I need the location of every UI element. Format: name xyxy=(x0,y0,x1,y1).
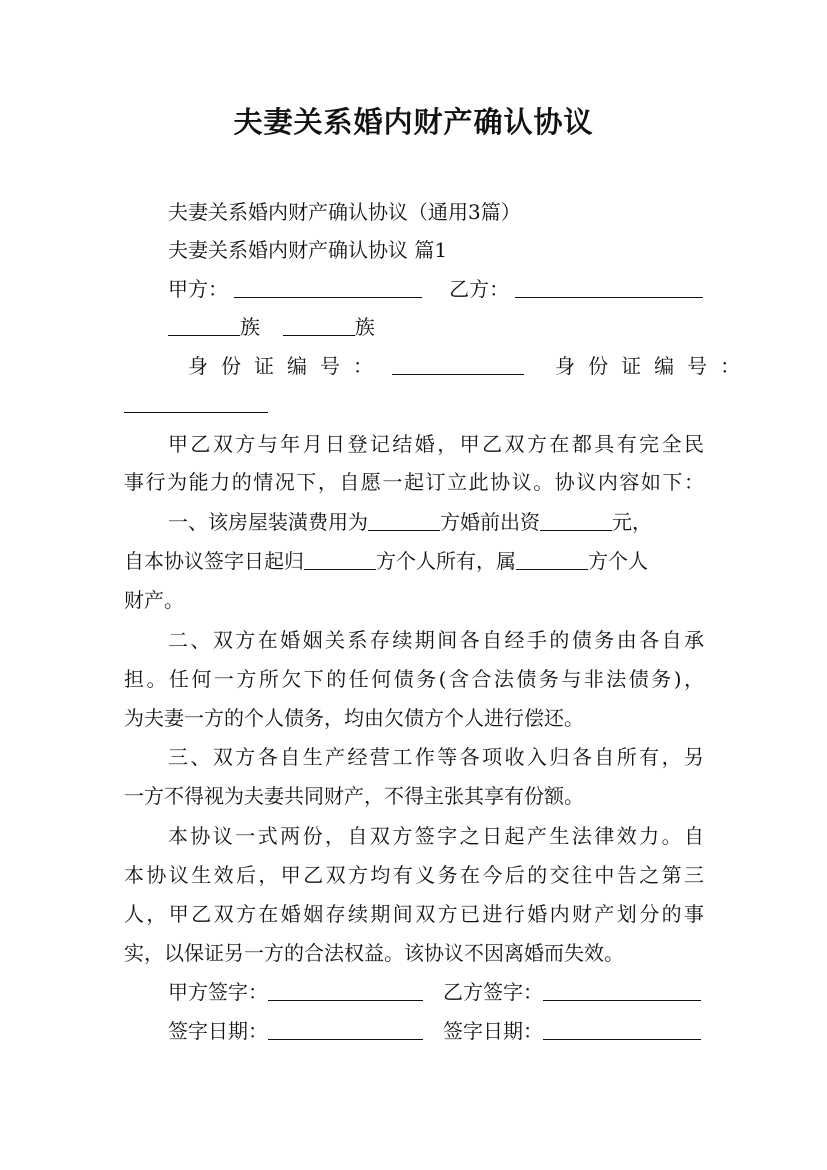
clause-1-text-a: 一、该房屋装潢费用为 xyxy=(168,510,368,534)
owner-party-blank[interactable] xyxy=(304,547,376,570)
clause-2-line-1: 二、双方在婚姻关系存续期间各自经手的债务由各自承 xyxy=(168,628,704,652)
party-a-date-blank[interactable] xyxy=(268,1017,423,1040)
party-b-id-row xyxy=(124,385,704,423)
decoration-amount-blank[interactable] xyxy=(540,508,612,531)
party-a-ethnicity-blank[interactable] xyxy=(168,313,240,336)
party-b-id-blank[interactable] xyxy=(124,390,268,413)
party-b-date-row xyxy=(443,1012,701,1050)
clause-1-text-f: 方个人 xyxy=(588,549,648,573)
clause-1-text-e: 方个人所有，属 xyxy=(376,549,516,573)
id-row xyxy=(188,347,754,385)
closing-line-2: 本协议生效后，甲乙双方均有义务在今后的交往中告之第三 xyxy=(124,863,704,887)
closing-line-1: 本协议一式两份，自双方签字之日起产生法律效力。自 xyxy=(168,824,704,848)
clause-3-line-1: 三、双方各自生产经营工作等各项收入归各自所有，另 xyxy=(168,745,704,769)
clause-1-text-c: 元， xyxy=(612,510,652,534)
party-a-date-label: 签字日期： xyxy=(168,1019,268,1043)
document-subtitle: 夫妻关系婚内财产确认协议（通用3篇） xyxy=(168,200,521,224)
party-b-ethnicity-suffix: 族 xyxy=(354,315,375,339)
section-heading: 夫妻关系婚内财产确认协议 篇1 xyxy=(168,238,448,262)
clause-1-text-d: 自本协议签字日起归 xyxy=(124,549,304,573)
party-b-label: 乙方： xyxy=(449,277,510,301)
party-a-signature-blank[interactable] xyxy=(268,978,423,1001)
intro-line-1: 甲乙双方与年月日登记结婚，甲乙双方在都具有完全民 xyxy=(168,432,704,456)
party-b-sign-label: 乙方签字： xyxy=(443,980,543,1004)
party-a-ethnicity-suffix: 族 xyxy=(240,315,260,339)
party-b-id-label: 身份证编号： xyxy=(555,354,754,378)
property-party-blank[interactable] xyxy=(516,547,588,570)
party-a-name-blank[interactable] xyxy=(234,275,422,298)
clause-3-line-2: 一方不得视为夫妻共同财产，不得主张其享有份额。 xyxy=(124,784,584,808)
intro-line-2: 事行为能力的情况下，自愿一起订立此协议。协议内容如下： xyxy=(124,470,704,494)
party-a-sign-label: 甲方签字： xyxy=(168,980,268,1004)
document-title: 夫妻关系婚内财产确认协议 xyxy=(233,105,594,139)
party-a-id-blank[interactable] xyxy=(392,352,524,375)
clause-2-line-2: 担。任何一方所欠下的任何债务(含合法债务与非法债务)， xyxy=(124,667,704,691)
closing-line-3: 人，甲乙双方在婚姻存续期间双方已进行婚内财产划分的事 xyxy=(124,902,704,926)
party-b-signature-blank[interactable] xyxy=(543,978,701,1001)
ethnicity-row xyxy=(168,308,704,346)
party-b-signature-row xyxy=(443,973,701,1011)
clause-2-line-3: 为夫妻一方的个人债务，均由欠债方个人进行偿还。 xyxy=(124,706,584,730)
decoration-payer-blank[interactable] xyxy=(368,508,440,531)
party-a-signature-row xyxy=(168,973,423,1011)
closing-line-4: 实，以保证另一方的合法权益。该协议不因离婚而失效。 xyxy=(124,941,624,965)
party-names-row xyxy=(168,270,704,308)
clause-1-line-1 xyxy=(168,503,704,541)
party-b-ethnicity-blank[interactable] xyxy=(283,313,355,336)
party-b-date-blank[interactable] xyxy=(543,1017,701,1040)
party-b-name-blank[interactable] xyxy=(515,275,703,298)
clause-1-text-b: 方婚前出资 xyxy=(440,510,540,534)
clause-1-line-2 xyxy=(124,542,704,580)
party-a-id-label: 身份证编号： xyxy=(188,354,386,378)
clause-1-line-3: 财产。 xyxy=(124,588,184,612)
party-b-date-label: 签字日期： xyxy=(443,1019,543,1043)
party-a-label: 甲方： xyxy=(168,277,228,301)
party-a-date-row xyxy=(168,1012,423,1050)
